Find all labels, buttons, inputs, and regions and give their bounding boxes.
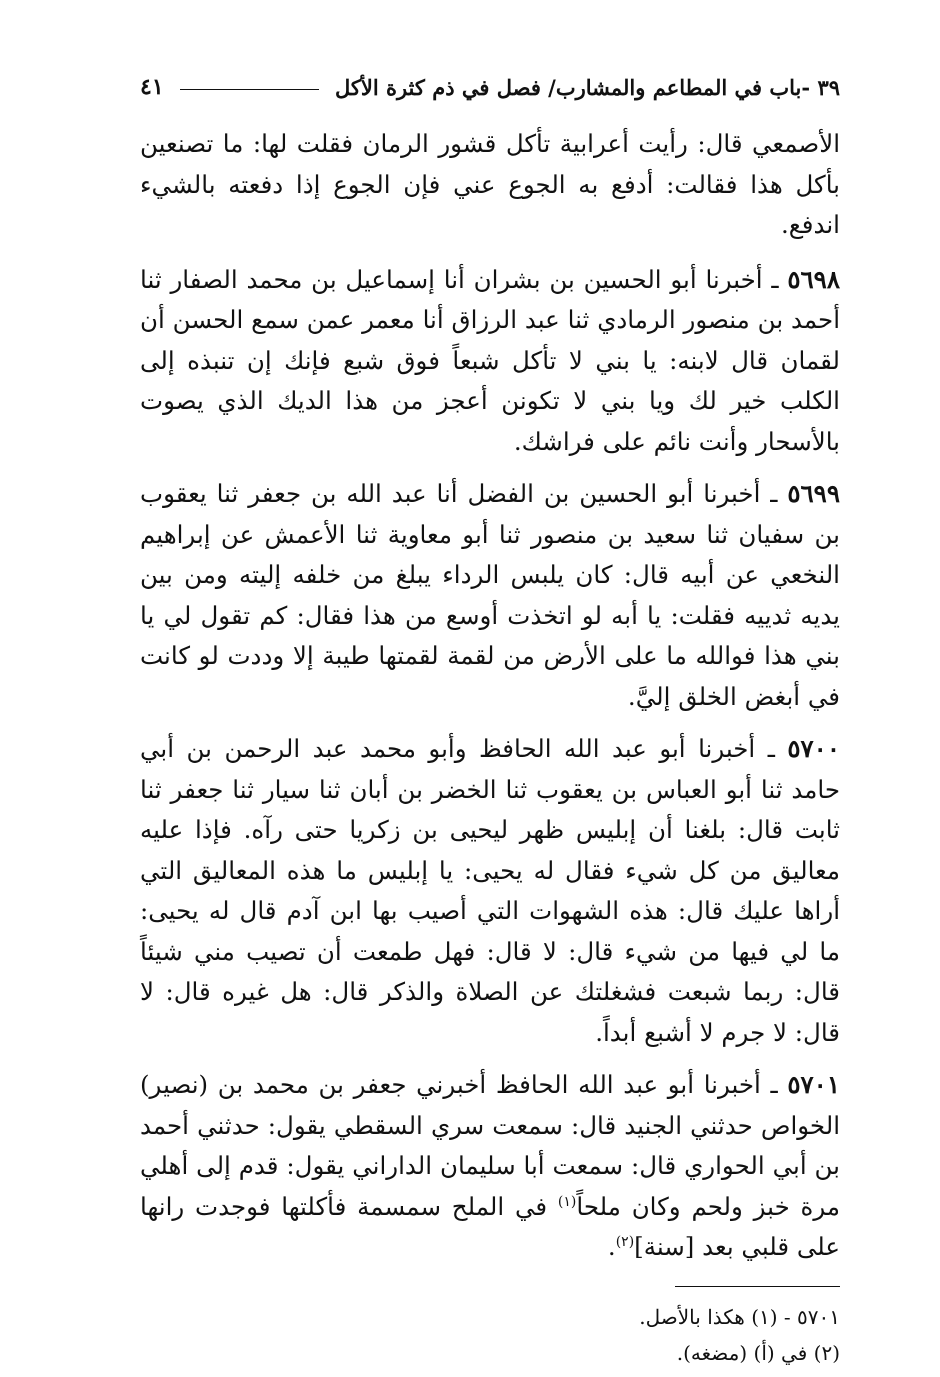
paragraph-text: أخبرنا أبو الحسين بن الفضل أنا عبد الله بن جعفر ثنا يعقوب بن سفيان ثنا سعيد بن منصور ثنا أبو معاوية ثنا الأعمش عن إبراهيم النخعي عن أبيه قال: كان يلبس الرداء يبلغ من خلفه إليته ومن بين يديه ثدييه فقلت: يا أبه لو اتخذت أوسع من هذا فقال: كم تقول لي يا بني هذا فوالله ما على الأرض من لقمة لقمتها طيبة إلا وددت لو كانت في أبغض الخلق إليَّ.	[140, 479, 840, 711]
paragraph-text: أخبرنا أبو عبد الله الحافظ وأبو محمد عبد الرحمن بن أبي حامد ثنا أبو العباس بن يعقوب ثنا الخضر بن أبان ثنا سيار ثنا جعفر ثنا ثابت قال: بلغنا أن إبليس ظهر ليحيى بن زكريا حتى رآه. فإذا عليه معاليق من كل شيء فقال له يحيى: يا إبليس ما هذه المعاليق التي أراها عليك قال: هذه الشهوات التي أصيب بها ابن آدم قال له يحيى: ما لي فيها من شيء قال: لا قال: فهل طمعت أن تصيب مني شيئاً قال: ربما شبعت فشغلتك عن الصلاة والذكر قال: هل غيره قال: لا قال: لا جرم لا أشبع أبداً.	[140, 734, 840, 1047]
hadith-number: ٥٦٩٨	[787, 264, 840, 294]
main-text	[140, 124, 840, 1268]
paragraph-continuation	[140, 124, 840, 246]
hadith-5701	[140, 1065, 840, 1268]
paragraph-text-cont: في الملح سمسمة فأكلتها فوجدت رانها على قلبي بعد [سنة]	[140, 1191, 840, 1261]
hadith-number: ٥٧٠١	[787, 1070, 840, 1099]
number-dash: ـ	[762, 264, 779, 294]
footnote-ref-1: (١)	[557, 1193, 577, 1210]
hadith-number: ٥٦٩٩	[787, 479, 840, 508]
paragraph-text: أخبرنا أبو الحسين بن بشران أنا إسماعيل بن محمد الصفار ثنا أحمد بن منصور الرمادي ثنا عبد الرزاق أنا معمر عمن سمع الحسن أن لقمان قال لابنه: يا بني لا تأكل شبعاً فوق شبع فإنك إن تنبذه إلى الكلب خير لك ويا بني لا تكونن أعجز من هذا الديك الذي يصوت بالأسحار وأنت نائم على فراشك.	[140, 264, 840, 456]
hadith-5700	[140, 729, 840, 1053]
footnotes	[140, 1299, 840, 1371]
footnote-2: (٢) في (أ) (مضغه).	[676, 1340, 840, 1365]
footnote-rule	[675, 1286, 840, 1287]
page-number: ٤١	[140, 74, 164, 100]
paragraph-end: .	[607, 1232, 616, 1261]
hadith-5699	[140, 474, 840, 717]
paragraph-text: أخبرنا أبو عبد الله الحافظ أخبرني جعفر بن محمد بن (نصير) الخواص حدثني الجنيد قال: سمعت سري السقطي يقول: حدثني أحمد بن أبي الحواري قال: سمعت أبا سليمان الداراني يقول: قدم إلى أهلي مرة خبز ولحم وكان ملحاً	[140, 1070, 840, 1221]
running-head	[140, 62, 840, 112]
paragraph-text: الأصمعي قال: رأيت أعرابية تأكل قشور الرمان فقلت لها: ما تصنعين بأكل هذا فقالت: أدفع به الجوع عني فإن الجوع إذا دفعته بالشيء اندفع.	[140, 129, 840, 239]
chapter-title: ٣٩ -باب في المطاعم والمشارب/ فصل في ذم كثرة الأكل	[334, 74, 840, 100]
hadith-number: ٥٧٠٠	[787, 734, 840, 763]
header-rule	[180, 89, 319, 90]
footnote-1: ٥٧٠١ - (١) هكذا بالأصل.	[639, 1304, 840, 1329]
number-dash: ـ	[755, 734, 775, 763]
number-dash: ـ	[760, 1070, 778, 1099]
number-dash: ـ	[760, 479, 778, 508]
footnote-ref-2: (٢)	[615, 1233, 635, 1250]
hadith-5698	[140, 260, 840, 463]
